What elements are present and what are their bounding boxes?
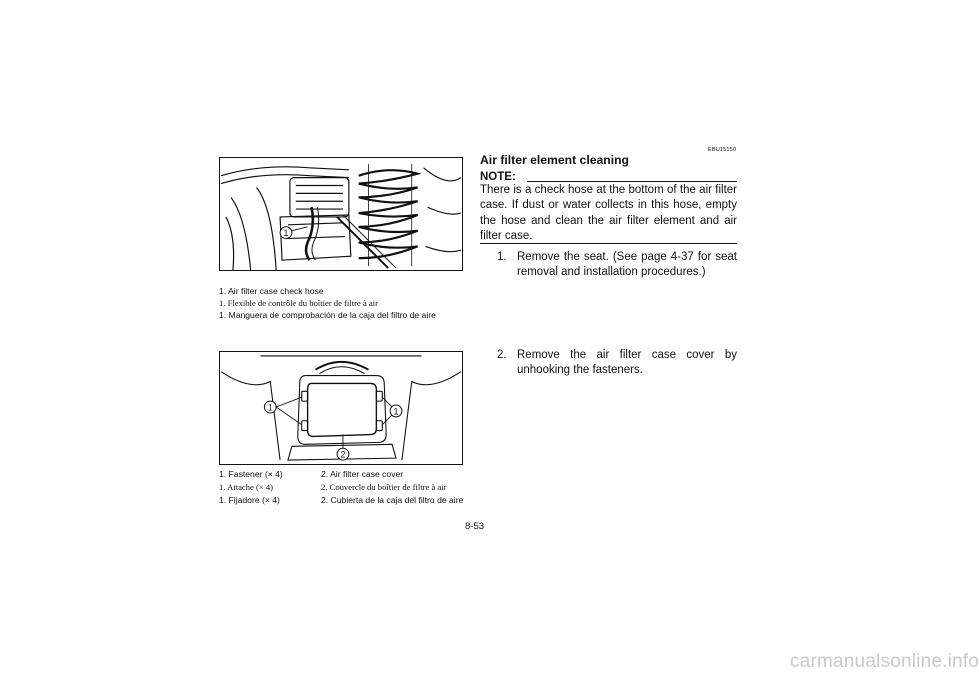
fig1-caption-fr: 1. Flexible de contrôle du boîtier de filtre à air (219, 298, 378, 308)
section-code: EBU15150 (708, 147, 737, 153)
step-1-text: Remove the seat. (See page 4-37 for seat removal and installation procedures.) (517, 251, 737, 279)
section-title: Air filter element cleaning (480, 153, 629, 167)
fig2-caption-en-2: 2. Air filter case cover (321, 469, 404, 479)
fig1-caption-en: 1. Air filter case check hose (219, 286, 324, 296)
fig2-caption-es-1: 1. Fijadore (× 4) (219, 495, 280, 505)
note-text: There is a check hose at the bottom of the air filter case. If dust or water collects in this hose, empty the hose and clean the air filter element and air filter case. (480, 184, 737, 243)
callout-1: 1 (283, 228, 289, 239)
check-hose-illustration (220, 158, 462, 270)
fig2-caption-fr-2: 2. Couvercle du boîtier de filtre à air (321, 482, 447, 492)
figure-air-filter-case (219, 351, 463, 465)
callout-1-left: 1 (267, 402, 273, 413)
watermark: carmanualsonline.info (790, 651, 979, 672)
step-2-number: 2. (497, 349, 507, 361)
fig1-caption-es: 1. Manguera de comprobación de la caja del filtro de aire (219, 310, 436, 320)
step-1-number: 1. (497, 251, 507, 263)
figure-check-hose (219, 157, 463, 271)
note-rule (527, 181, 737, 182)
page-number: 8-53 (465, 521, 485, 532)
callout-2: 2 (340, 449, 346, 460)
fig2-caption-en-1: 1. Fastener (× 4) (219, 469, 283, 479)
step-2 (497, 348, 737, 379)
fig2-caption-es-2: 2. Cubierta de la caja del filtro de aire (321, 495, 464, 505)
note-label: NOTE: (480, 171, 516, 183)
step-2-text: Remove the air filter case cover by unhooking the fasteners. (517, 349, 737, 377)
callout-1-right: 1 (393, 406, 399, 417)
step-1 (497, 250, 737, 281)
air-filter-case-illustration (220, 352, 462, 464)
fig2-caption-fr-1: 1. Attache (× 4) (219, 482, 274, 492)
note-end-rule (480, 243, 737, 244)
